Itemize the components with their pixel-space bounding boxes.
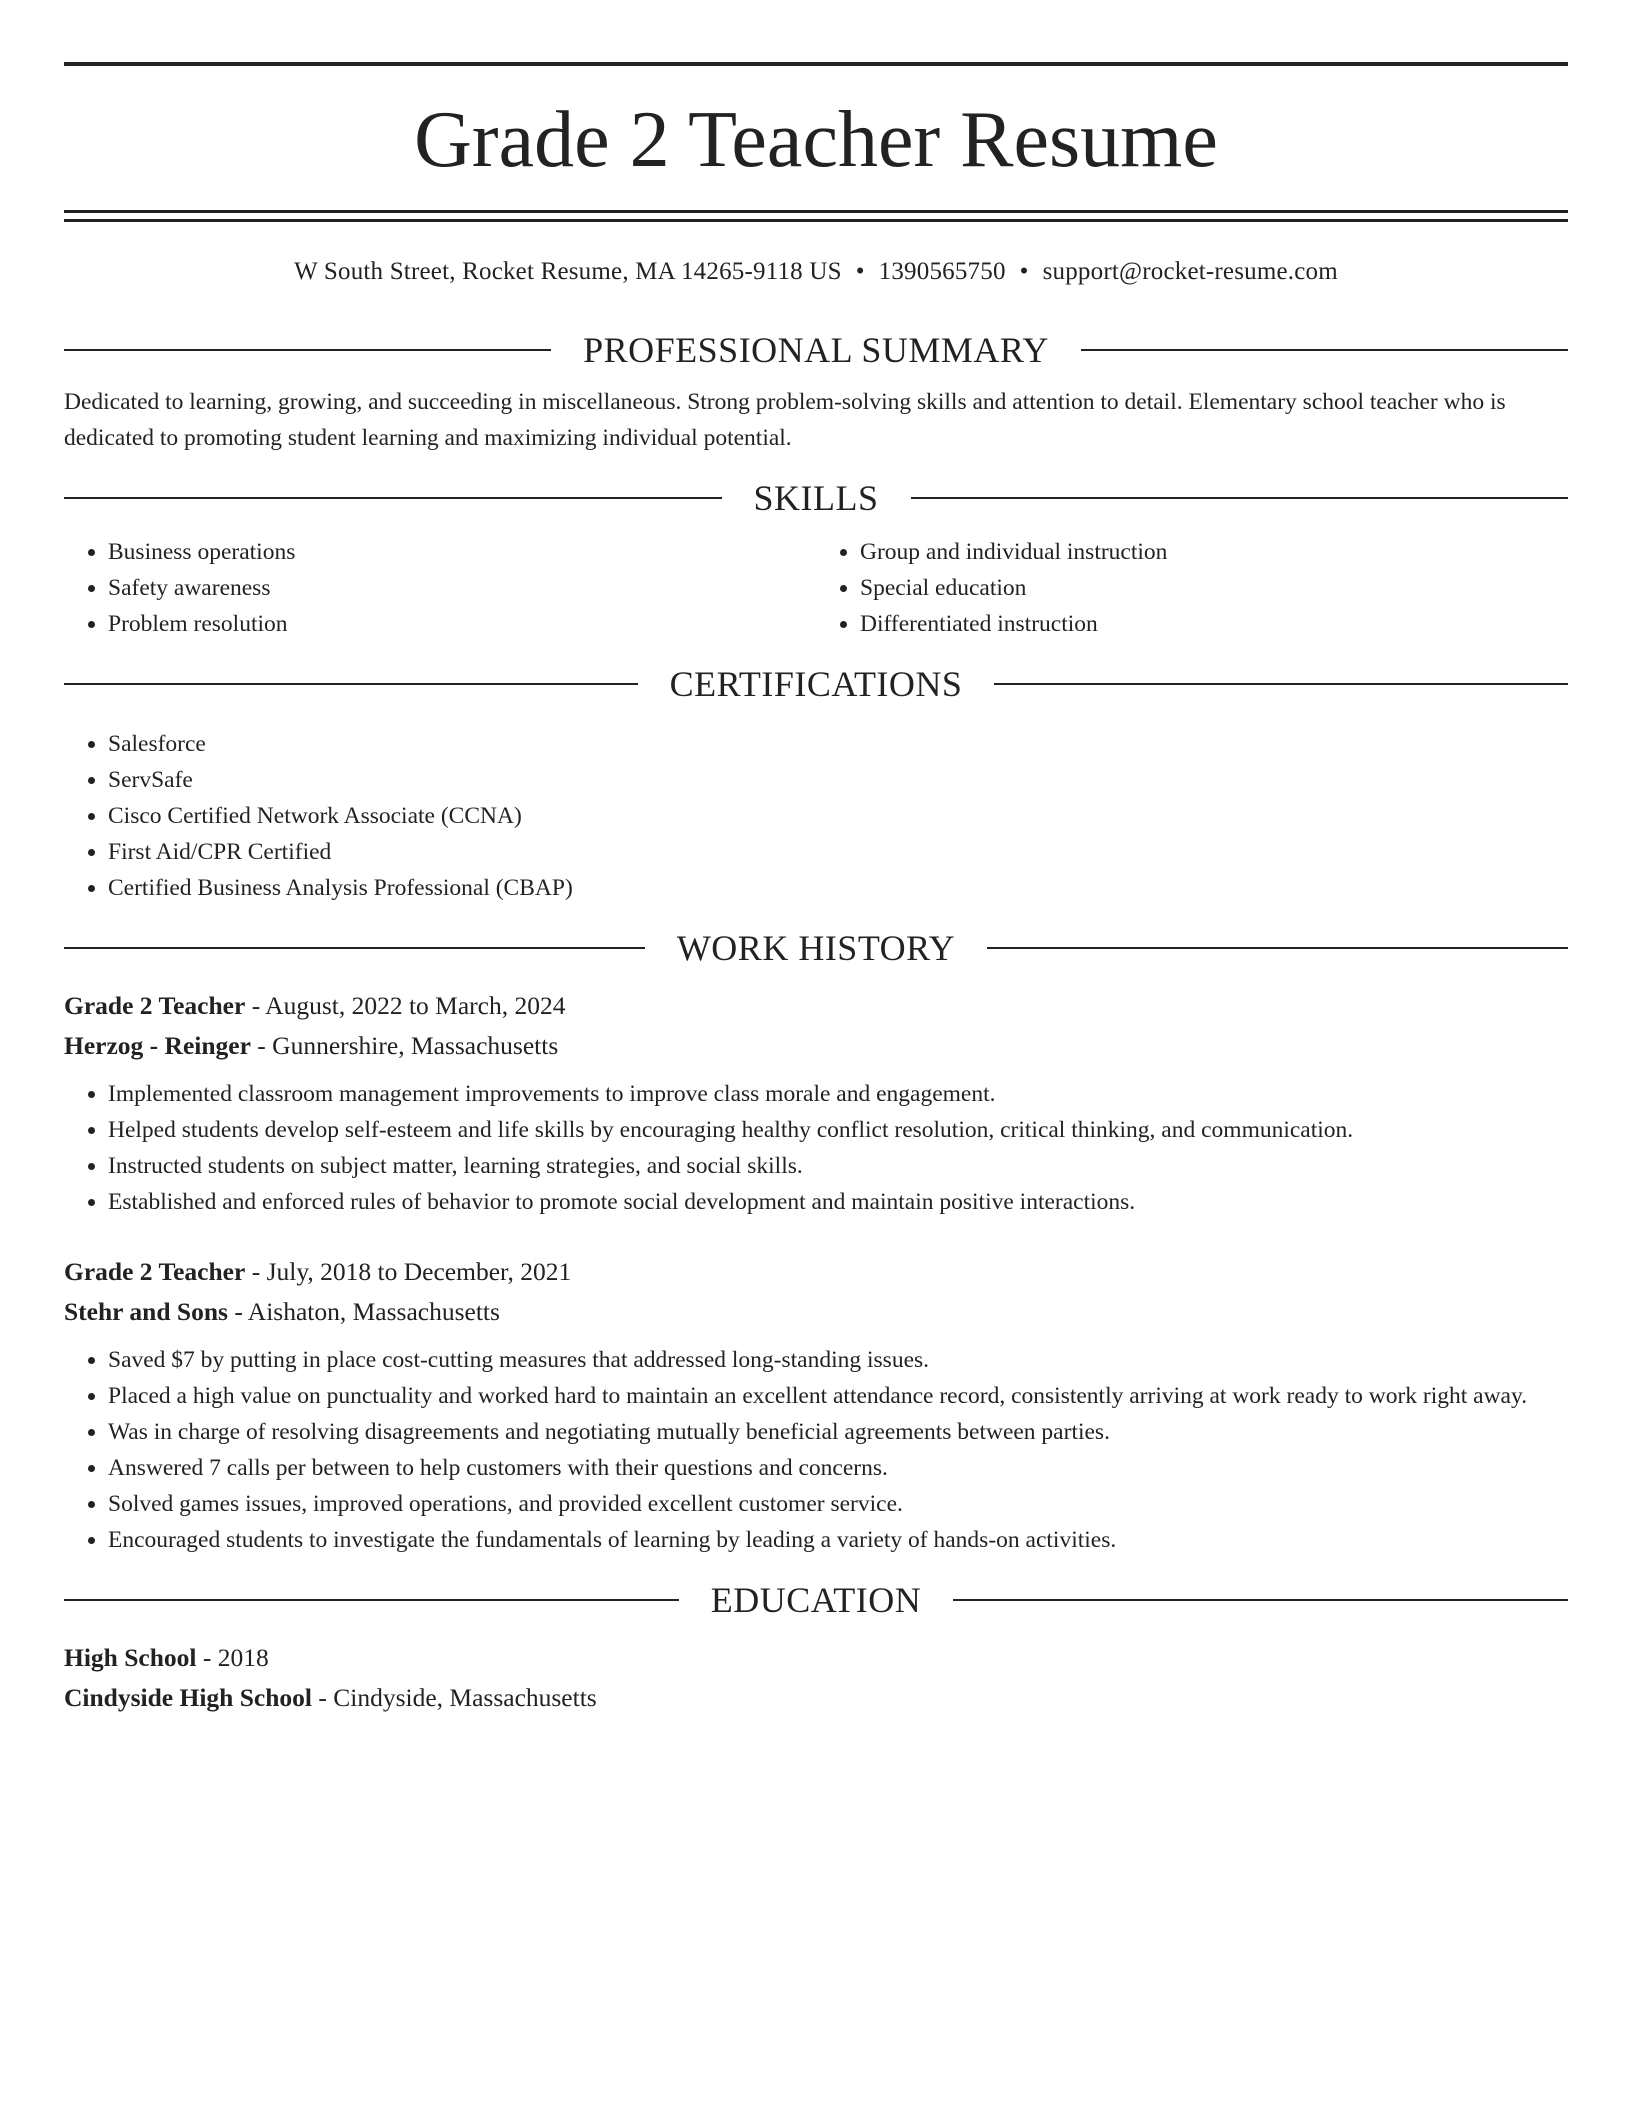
section-heading-summary <box>64 330 1568 370</box>
job-title-line <box>64 986 1568 1026</box>
job-bullet: • Placed a high value on punctuality and worked hard to maintain an excellent attendance record, consistently arriving at work ready to work right away. <box>108 1378 1568 1414</box>
certifications-list <box>64 726 1568 906</box>
skill-item: • Business operations <box>108 534 816 570</box>
resume-title: Grade 2 Teacher Resume <box>414 96 1218 184</box>
contact-separator: • <box>1019 258 1029 285</box>
job-bullet: • Saved $7 by putting in place cost-cutting measures that addressed long-standing issues. <box>108 1342 1568 1378</box>
summary-text: Dedicated to learning, growing, and succeeding in miscellaneous. Strong problem-solving skills and attention to detail. Elementary school teacher who is dedicated to promoting student learning and maximizing individual potential. <box>64 389 1506 451</box>
skill-item: • Special education <box>860 570 1568 606</box>
job-bullet: • Established and enforced rules of behavior to promote social development and maintain positive interactions. <box>108 1184 1568 1220</box>
education-location: - Cindyside, Massachusetts <box>312 1683 597 1712</box>
job-company: Stehr and Sons <box>64 1297 228 1326</box>
heading-rule <box>987 947 1568 949</box>
job-bullet: • Encouraged students to investigate the fundamentals of learning by leading a variety of hands-on activities. <box>108 1522 1568 1558</box>
job-entry <box>64 1252 1568 1558</box>
contact-phone: 1390565750 <box>878 258 1006 285</box>
heading-rule <box>994 683 1568 685</box>
heading-rule <box>1081 349 1568 351</box>
certification-item: • Certified Business Analysis Professional (CBAP) <box>108 870 1568 906</box>
job-bullets <box>64 1076 1568 1220</box>
education-year: - 2018 <box>196 1643 269 1672</box>
section-heading-certifications <box>64 664 1568 704</box>
job-bullet: • Was in charge of resolving disagreements and negotiating mutually beneficial agreements between parties. <box>108 1414 1568 1450</box>
skill-item: • Problem resolution <box>108 606 816 642</box>
skill-item: • Differentiated instruction <box>860 606 1568 642</box>
certification-item: • Cisco Certified Network Associate (CCNA) <box>108 798 1568 834</box>
job-bullet: • Implemented classroom management improvements to improve class morale and engagement. <box>108 1076 1568 1112</box>
certification-item: • First Aid/CPR Certified <box>108 834 1568 870</box>
heading-rule <box>953 1599 1568 1601</box>
heading-rule <box>64 947 645 949</box>
top-rule <box>64 62 1568 66</box>
job-location: - Aishaton, Massachusetts <box>227 1297 500 1326</box>
section-title: PROFESSIONAL SUMMARY <box>583 330 1049 370</box>
job-bullet: • Solved games issues, improved operations, and provided excellent customer service. <box>108 1486 1568 1522</box>
contact-line <box>64 258 1568 288</box>
section-heading-education <box>64 1580 1568 1620</box>
resume-page <box>64 62 1568 1718</box>
job-title: Grade 2 Teacher <box>64 991 246 1020</box>
job-entry <box>64 986 1568 1220</box>
job-bullets <box>64 1342 1568 1558</box>
job-company: Herzog - Reinger <box>64 1031 251 1060</box>
heading-rule <box>64 683 638 685</box>
section-title: CERTIFICATIONS <box>669 664 963 704</box>
job-location: - Gunnershire, Massachusetts <box>250 1031 559 1060</box>
section-heading-work-history <box>64 928 1568 968</box>
education-school: Cindyside High School <box>64 1683 312 1712</box>
section-title: SKILLS <box>753 478 879 518</box>
contact-email: support@rocket-resume.com <box>1042 258 1338 285</box>
job-title-line <box>64 1252 1568 1292</box>
education-degree-line <box>64 1638 1568 1678</box>
education-degree: High School <box>64 1643 197 1672</box>
job-dates: - July, 2018 to December, 2021 <box>245 1257 572 1286</box>
skill-item: • Safety awareness <box>108 570 816 606</box>
skill-item: • Group and individual instruction <box>860 534 1568 570</box>
job-dates: - August, 2022 to March, 2024 <box>245 991 566 1020</box>
section-title: EDUCATION <box>710 1580 922 1620</box>
certification-item: • ServSafe <box>108 762 1568 798</box>
job-bullet: • Instructed students on subject matter, learning strategies, and social skills. <box>108 1148 1568 1184</box>
section-title: WORK HISTORY <box>676 928 956 968</box>
job-title: Grade 2 Teacher <box>64 1257 246 1286</box>
heading-rule <box>64 349 551 351</box>
contact-separator: • <box>855 258 865 285</box>
education-entry <box>64 1638 1568 1718</box>
job-company-line <box>64 1026 1568 1066</box>
title-rule-second <box>64 219 1568 222</box>
title-rule <box>64 210 1568 213</box>
job-bullet: • Answered 7 calls per between to help customers with their questions and concerns. <box>108 1450 1568 1486</box>
skills-column-right <box>816 534 1568 642</box>
heading-rule <box>64 1599 679 1601</box>
heading-rule <box>911 497 1569 499</box>
contact-address: W South Street, Rocket Resume, MA 14265-9118 US <box>294 258 842 285</box>
skills-list <box>64 534 1568 642</box>
job-company-line <box>64 1292 1568 1332</box>
heading-rule <box>64 497 722 499</box>
education-school-line <box>64 1678 1568 1718</box>
skills-column-left <box>64 534 816 642</box>
section-heading-skills <box>64 478 1568 518</box>
job-bullet: • Helped students develop self-esteem and life skills by encouraging healthy conflict resolution, critical thinking, and communication. <box>108 1112 1568 1148</box>
certification-item: • Salesforce <box>108 726 1568 762</box>
